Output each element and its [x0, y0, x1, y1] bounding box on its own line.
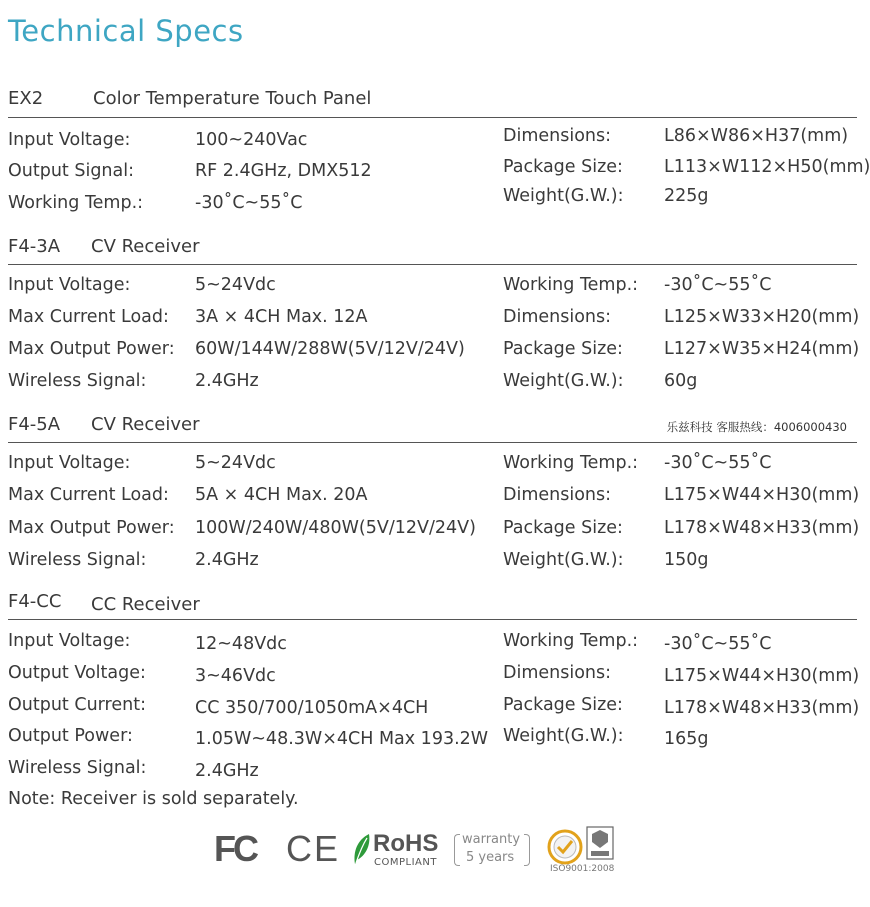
ce-logo	[286, 828, 340, 870]
warranty-years-text: 5 years	[466, 850, 515, 865]
spec-value: -30˚C~55˚C	[664, 453, 772, 473]
spec-label: Input Voltage:	[8, 130, 131, 150]
spec-value: 3~46Vdc	[195, 666, 276, 686]
spec-value: 2.4GHz	[195, 761, 259, 781]
warranty-bracket-left	[454, 834, 460, 866]
spec-label: Dimensions:	[503, 485, 612, 505]
model-code: EX2	[8, 88, 44, 109]
model-code: F4-3A	[8, 236, 61, 257]
spec-value: 150g	[664, 550, 709, 570]
model-name: CV Receiver	[91, 414, 200, 435]
spec-value: 2.4GHz	[195, 371, 259, 391]
spec-value: L113×W112×H50(mm)	[664, 157, 870, 177]
rohs-text: RoHS	[373, 830, 439, 857]
spec-value: 165g	[664, 729, 709, 749]
section-header	[8, 236, 857, 260]
spec-value: 225g	[664, 186, 709, 206]
spec-label: Output Power:	[8, 726, 133, 746]
spec-label: Dimensions:	[503, 663, 612, 683]
spec-value: 5~24Vdc	[195, 453, 276, 473]
spec-label: Dimensions:	[503, 126, 612, 146]
spec-label: Max Output Power:	[8, 339, 175, 359]
page-title: Technical Specs	[8, 14, 244, 48]
spec-label: Package Size:	[503, 518, 623, 538]
warranty-bracket-right	[524, 834, 530, 866]
leaf-icon	[351, 832, 373, 866]
spec-value: L125×W33×H20(mm)	[664, 307, 860, 327]
section-header	[8, 88, 857, 112]
iso-text: ISO9001:2008	[550, 864, 615, 874]
section-divider	[8, 619, 857, 620]
spec-value: L127×W35×H24(mm)	[664, 339, 860, 359]
ukas-mark-icon	[586, 826, 614, 860]
section-divider	[8, 264, 857, 265]
fcc-text: FC	[214, 828, 256, 869]
spec-label: Dimensions:	[503, 307, 612, 327]
spec-value: 60g	[664, 371, 698, 391]
spec-section-ex2	[8, 88, 857, 112]
hotline-text: 乐兹科技 客服热线：4006000430	[666, 420, 847, 434]
section-divider	[8, 442, 857, 443]
spec-value: 1.05W~48.3W×4CH Max 193.2W	[195, 729, 489, 749]
spec-value: 3A × 4CH Max. 12A	[195, 307, 368, 327]
section-divider	[8, 117, 857, 118]
spec-label: Max Output Power:	[8, 518, 175, 538]
spec-label: Working Temp.:	[503, 631, 639, 651]
spec-label: Weight(G.W.):	[503, 550, 624, 570]
spec-section-f4-3a	[8, 236, 857, 260]
rohs-compliant-text: COMPLIANT	[374, 857, 437, 868]
spec-value: -30˚C~55˚C	[664, 275, 772, 295]
section-header	[8, 414, 857, 438]
spec-value: CC 350/700/1050mA×4CH	[195, 698, 429, 718]
spec-value: L175×W44×H30(mm)	[664, 666, 860, 686]
fcc-logo	[214, 828, 256, 870]
spec-value: 100~240Vac	[195, 130, 308, 150]
spec-section-f4-cc	[8, 591, 857, 615]
spec-label: Weight(G.W.):	[503, 371, 624, 391]
spec-label: Working Temp.:	[503, 453, 639, 473]
spec-value: 60W/144W/288W(5V/12V/24V)	[195, 339, 465, 359]
spec-label: Package Size:	[503, 695, 623, 715]
spec-value: RF 2.4GHz, DMX512	[195, 161, 372, 181]
model-name: CC Receiver	[91, 594, 200, 615]
spec-label: Weight(G.W.):	[503, 186, 624, 206]
spec-label: Output Voltage:	[8, 663, 146, 683]
spec-label: Working Temp.:	[8, 193, 144, 213]
warranty-text: warranty	[462, 832, 521, 847]
spec-label: Input Voltage:	[8, 453, 131, 473]
spec-value: L86×W86×H37(mm)	[664, 126, 849, 146]
spec-label: Wireless Signal:	[8, 758, 147, 778]
spec-value: -30˚C~55˚C	[664, 634, 772, 654]
certification-logos	[214, 822, 624, 878]
spec-value: 12~48Vdc	[195, 634, 287, 654]
spec-label: Input Voltage:	[8, 631, 131, 651]
spec-label: Package Size:	[503, 339, 623, 359]
spec-label: Weight(G.W.):	[503, 726, 624, 746]
model-name: CV Receiver	[91, 236, 200, 257]
model-code: F4-5A	[8, 414, 61, 435]
ce-text: CE	[286, 828, 341, 869]
spec-label: Output Current:	[8, 695, 146, 715]
spec-value: 5~24Vdc	[195, 275, 276, 295]
spec-label: Working Temp.:	[503, 275, 639, 295]
warranty-logo	[454, 830, 530, 870]
spec-section-f4-5a	[8, 414, 857, 438]
spec-label: Wireless Signal:	[8, 550, 147, 570]
iso-logo	[546, 824, 622, 876]
footnote: Note: Receiver is sold separately.	[8, 789, 299, 809]
spec-label: Package Size:	[503, 157, 623, 177]
spec-label: Max Current Load:	[8, 485, 169, 505]
spec-label: Output Signal:	[8, 161, 135, 181]
spec-value: 2.4GHz	[195, 550, 259, 570]
spec-value: L178×W48×H33(mm)	[664, 698, 860, 718]
section-header	[8, 591, 857, 615]
model-name: Color Temperature Touch Panel	[93, 88, 372, 109]
spec-value: 100W/240W/480W(5V/12V/24V)	[195, 518, 476, 538]
spec-label: Input Voltage:	[8, 275, 131, 295]
spec-value: L175×W44×H30(mm)	[664, 485, 860, 505]
spec-value: L178×W48×H33(mm)	[664, 518, 860, 538]
spec-label: Wireless Signal:	[8, 371, 147, 391]
spec-label: Max Current Load:	[8, 307, 169, 327]
model-code: F4-CC	[8, 591, 62, 612]
spec-value: 5A × 4CH Max. 20A	[195, 485, 368, 505]
sgs-seal-icon	[546, 828, 584, 866]
rohs-logo	[351, 830, 439, 874]
spec-value: -30˚C~55˚C	[195, 193, 303, 213]
